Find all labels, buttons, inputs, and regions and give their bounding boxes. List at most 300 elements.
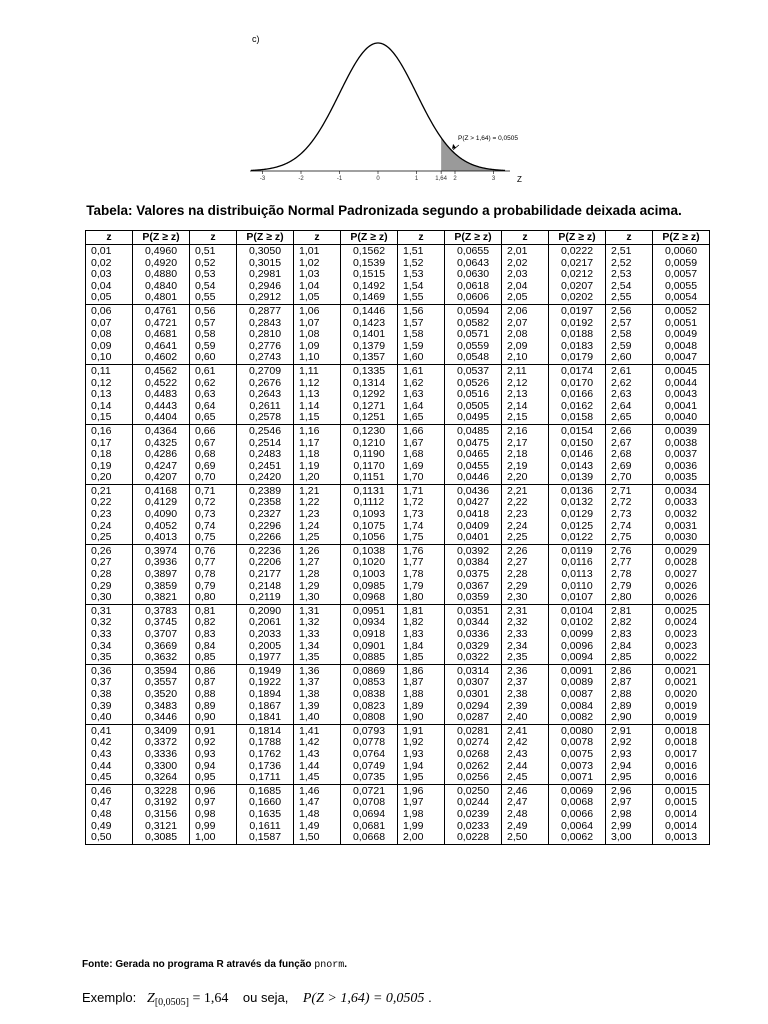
cell-z: 1,85 xyxy=(398,652,445,664)
cell-z: 1,04 xyxy=(294,281,341,293)
cell-z: 0,58 xyxy=(190,329,237,341)
cell-p: 0,0233 xyxy=(445,821,502,833)
cell-p: 0,0367 xyxy=(445,581,502,593)
cell-z: 1,38 xyxy=(294,689,341,701)
cell-z: 1,78 xyxy=(398,569,445,581)
cell-p: 0,0052 xyxy=(653,304,710,317)
cell-z: 1,18 xyxy=(294,449,341,461)
cell-p: 0,2810 xyxy=(237,329,294,341)
cell-z: 2,96 xyxy=(606,784,653,797)
cell-p: 0,0154 xyxy=(549,424,606,437)
cell-z: 2,08 xyxy=(502,329,549,341)
cell-p: 0,0170 xyxy=(549,378,606,390)
table-row xyxy=(86,532,710,544)
cell-z: 2,29 xyxy=(502,581,549,593)
column-header-p: P(Z ≥ z) xyxy=(549,231,606,245)
column-header-z: z xyxy=(398,231,445,245)
shaded-tail-area xyxy=(441,138,505,171)
cell-z: 2,93 xyxy=(606,749,653,761)
cell-p: 0,0244 xyxy=(445,797,502,809)
cell-p: 0,0618 xyxy=(445,281,502,293)
cell-p: 0,0668 xyxy=(341,832,398,844)
cell-z: 0,56 xyxy=(190,304,237,317)
table-row xyxy=(86,832,710,844)
cell-p: 0,2676 xyxy=(237,378,294,390)
cell-p: 0,0735 xyxy=(341,772,398,784)
cell-z: 2,21 xyxy=(502,484,549,497)
cell-p: 0,3228 xyxy=(133,784,190,797)
cell-z: 2,26 xyxy=(502,544,549,557)
cell-p: 0,4602 xyxy=(133,352,190,364)
column-header-p: P(Z ≥ z) xyxy=(133,231,190,245)
cell-p: 0,0268 xyxy=(445,749,502,761)
cell-z: 2,23 xyxy=(502,509,549,521)
cell-z: 2,10 xyxy=(502,352,549,364)
cell-z: 0,85 xyxy=(190,652,237,664)
cell-z: 0,04 xyxy=(86,281,133,293)
cell-p: 0,1335 xyxy=(341,364,398,377)
cell-z: 2,76 xyxy=(606,544,653,557)
cell-z: 1,58 xyxy=(398,329,445,341)
cell-z: 2,94 xyxy=(606,761,653,773)
cell-p: 0,0024 xyxy=(653,617,710,629)
cell-z: 1,80 xyxy=(398,592,445,604)
cell-p: 0,0082 xyxy=(549,712,606,724)
table-row xyxy=(86,304,710,317)
cell-p: 0,0808 xyxy=(341,712,398,724)
cell-p: 0,0281 xyxy=(445,724,502,737)
cell-p: 0,0351 xyxy=(445,604,502,617)
cell-p: 0,4443 xyxy=(133,401,190,413)
cell-p: 0,3156 xyxy=(133,809,190,821)
cell-p: 0,0901 xyxy=(341,641,398,653)
cell-p: 0,4681 xyxy=(133,329,190,341)
cell-p: 0,3409 xyxy=(133,724,190,737)
cell-z: 0,32 xyxy=(86,617,133,629)
cell-p: 0,2296 xyxy=(237,521,294,533)
cell-p: 0,2358 xyxy=(237,497,294,509)
cell-z: 1,41 xyxy=(294,724,341,737)
cell-z: 2,57 xyxy=(606,318,653,330)
cell-z: 2,15 xyxy=(502,412,549,424)
cell-z: 1,83 xyxy=(398,629,445,641)
cell-p: 0,0409 xyxy=(445,521,502,533)
cell-p: 0,0062 xyxy=(549,832,606,844)
cell-p: 0,0179 xyxy=(549,352,606,364)
cell-z: 2,49 xyxy=(502,821,549,833)
cell-p: 0,2090 xyxy=(237,604,294,617)
cell-z: 0,99 xyxy=(190,821,237,833)
cell-z: 0,76 xyxy=(190,544,237,557)
cell-p: 0,0132 xyxy=(549,497,606,509)
cell-z: 1,88 xyxy=(398,689,445,701)
cell-z: 1,26 xyxy=(294,544,341,557)
cell-z: 1,98 xyxy=(398,809,445,821)
cell-p: 0,1190 xyxy=(341,449,398,461)
table-row xyxy=(86,412,710,424)
cell-p: 0,0060 xyxy=(653,245,710,258)
cell-z: 1,67 xyxy=(398,438,445,450)
example-middle: ou seja, xyxy=(242,990,289,1005)
cell-p: 0,3192 xyxy=(133,797,190,809)
cell-p: 0,2709 xyxy=(237,364,294,377)
cell-z: 1,19 xyxy=(294,461,341,473)
cell-z: 2,82 xyxy=(606,617,653,629)
cell-p: 0,0869 xyxy=(341,664,398,677)
cell-p: 0,0018 xyxy=(653,724,710,737)
cell-p: 0,0091 xyxy=(549,664,606,677)
cell-z: 1,36 xyxy=(294,664,341,677)
cell-p: 0,0073 xyxy=(549,761,606,773)
cell-z: 1,25 xyxy=(294,532,341,544)
column-header-z: z xyxy=(190,231,237,245)
cell-z: 2,12 xyxy=(502,378,549,390)
cell-z: 0,52 xyxy=(190,258,237,270)
cell-p: 0,0102 xyxy=(549,617,606,629)
cell-z: 0,46 xyxy=(86,784,133,797)
cell-p: 0,4090 xyxy=(133,509,190,521)
cell-z: 2,28 xyxy=(502,569,549,581)
cell-z: 0,69 xyxy=(190,461,237,473)
cell-z: 2,72 xyxy=(606,497,653,509)
cell-z: 1,22 xyxy=(294,497,341,509)
cell-p: 0,1949 xyxy=(237,664,294,677)
cell-z: 0,68 xyxy=(190,449,237,461)
cell-p: 0,1446 xyxy=(341,304,398,317)
cell-z: 0,39 xyxy=(86,701,133,713)
cell-p: 0,0038 xyxy=(653,438,710,450)
cell-z: 0,08 xyxy=(86,329,133,341)
cell-p: 0,0136 xyxy=(549,484,606,497)
cell-p: 0,0217 xyxy=(549,258,606,270)
cell-z: 0,19 xyxy=(86,461,133,473)
cell-p: 0,3745 xyxy=(133,617,190,629)
cell-p: 0,0016 xyxy=(653,772,710,784)
cell-p: 0,2420 xyxy=(237,472,294,484)
cell-z: 1,44 xyxy=(294,761,341,773)
cell-p: 0,1922 xyxy=(237,677,294,689)
cell-z: 0,26 xyxy=(86,544,133,557)
cell-z: 0,62 xyxy=(190,378,237,390)
cell-p: 0,0035 xyxy=(653,472,710,484)
cell-p: 0,0250 xyxy=(445,784,502,797)
cell-z: 2,68 xyxy=(606,449,653,461)
cell-p: 0,2776 xyxy=(237,341,294,353)
cell-p: 0,3015 xyxy=(237,258,294,270)
cell-z: 0,02 xyxy=(86,258,133,270)
cell-p: 0,2946 xyxy=(237,281,294,293)
cell-p: 0,0287 xyxy=(445,712,502,724)
column-header-p: P(Z ≥ z) xyxy=(445,231,502,245)
cell-p: 0,4960 xyxy=(133,245,190,258)
cell-p: 0,0455 xyxy=(445,461,502,473)
cell-p: 0,0096 xyxy=(549,641,606,653)
cell-p: 0,0054 xyxy=(653,292,710,304)
x-tick-label: -3 xyxy=(259,176,266,182)
cell-z: 1,73 xyxy=(398,509,445,521)
cell-p: 0,1685 xyxy=(237,784,294,797)
cell-p: 0,0643 xyxy=(445,258,502,270)
cell-p: 0,0119 xyxy=(549,544,606,557)
cell-p: 0,3050 xyxy=(237,245,294,258)
normal-curve-figure xyxy=(245,28,535,188)
cell-p: 0,0014 xyxy=(653,809,710,821)
cell-p: 0,1292 xyxy=(341,389,398,401)
cell-z: 2,70 xyxy=(606,472,653,484)
cell-p: 0,0594 xyxy=(445,304,502,317)
cell-z: 0,09 xyxy=(86,341,133,353)
cell-p: 0,0044 xyxy=(653,378,710,390)
cell-z: 0,11 xyxy=(86,364,133,377)
cell-p: 0,1841 xyxy=(237,712,294,724)
cell-z: 0,54 xyxy=(190,281,237,293)
cell-p: 0,0019 xyxy=(653,701,710,713)
cell-z: 0,86 xyxy=(190,664,237,677)
cell-z: 0,31 xyxy=(86,604,133,617)
cell-p: 0,2843 xyxy=(237,318,294,330)
cell-z: 0,55 xyxy=(190,292,237,304)
cell-p: 0,0885 xyxy=(341,652,398,664)
cell-z: 0,34 xyxy=(86,641,133,653)
cell-p: 0,0336 xyxy=(445,629,502,641)
cell-p: 0,4641 xyxy=(133,341,190,353)
cell-z: 1,15 xyxy=(294,412,341,424)
cell-p: 0,0043 xyxy=(653,389,710,401)
cell-z: 1,56 xyxy=(398,304,445,317)
cell-p: 0,1379 xyxy=(341,341,398,353)
cell-z: 2,61 xyxy=(606,364,653,377)
cell-p: 0,1539 xyxy=(341,258,398,270)
cell-p: 0,0778 xyxy=(341,737,398,749)
cell-z: 1,90 xyxy=(398,712,445,724)
cell-p: 0,0166 xyxy=(549,389,606,401)
cell-z: 2,07 xyxy=(502,318,549,330)
cell-p: 0,0116 xyxy=(549,557,606,569)
cell-p: 0,0078 xyxy=(549,737,606,749)
cell-z: 2,89 xyxy=(606,701,653,713)
cell-z: 2,92 xyxy=(606,737,653,749)
cell-z: 0,93 xyxy=(190,749,237,761)
cell-p: 0,0228 xyxy=(445,832,502,844)
table-row xyxy=(86,592,710,604)
cell-z: 2,37 xyxy=(502,677,549,689)
cell-p: 0,0029 xyxy=(653,544,710,557)
cell-z: 2,40 xyxy=(502,712,549,724)
table-row xyxy=(86,689,710,701)
cell-p: 0,4562 xyxy=(133,364,190,377)
cell-p: 0,4247 xyxy=(133,461,190,473)
x-tick-label: 2 xyxy=(453,176,457,182)
cell-z: 2,33 xyxy=(502,629,549,641)
cell-p: 0,3632 xyxy=(133,652,190,664)
cell-z: 1,79 xyxy=(398,581,445,593)
cell-p: 0,1020 xyxy=(341,557,398,569)
cell-p: 0,2266 xyxy=(237,532,294,544)
table-row xyxy=(86,629,710,641)
cell-z: 0,27 xyxy=(86,557,133,569)
cell-p: 0,0655 xyxy=(445,245,502,258)
cell-z: 1,30 xyxy=(294,592,341,604)
cell-p: 0,0188 xyxy=(549,329,606,341)
cell-p: 0,0113 xyxy=(549,569,606,581)
cell-z: 1,07 xyxy=(294,318,341,330)
cell-p: 0,0031 xyxy=(653,521,710,533)
cell-z: 0,47 xyxy=(86,797,133,809)
cell-p: 0,3300 xyxy=(133,761,190,773)
cell-p: 0,1093 xyxy=(341,509,398,521)
cell-z: 0,40 xyxy=(86,712,133,724)
table-row xyxy=(86,449,710,461)
cell-z: 0,41 xyxy=(86,724,133,737)
cell-z: 2,34 xyxy=(502,641,549,653)
cell-z: 0,18 xyxy=(86,449,133,461)
cell-z: 0,78 xyxy=(190,569,237,581)
cell-p: 0,4325 xyxy=(133,438,190,450)
cell-p: 0,0021 xyxy=(653,677,710,689)
cell-p: 0,1660 xyxy=(237,797,294,809)
cell-p: 0,1762 xyxy=(237,749,294,761)
cell-z: 0,20 xyxy=(86,472,133,484)
table-row xyxy=(86,749,710,761)
cell-z: 0,33 xyxy=(86,629,133,641)
cell-p: 0,0968 xyxy=(341,592,398,604)
cell-z: 0,50 xyxy=(86,832,133,844)
x-tick-label: 1 xyxy=(414,176,419,182)
cell-p: 0,0022 xyxy=(653,652,710,664)
example-prefix: Exemplo: xyxy=(82,990,137,1005)
x-tick-label: 1,64 xyxy=(435,176,447,182)
cell-z: 0,90 xyxy=(190,712,237,724)
cell-p: 0,4286 xyxy=(133,449,190,461)
cell-p: 0,3897 xyxy=(133,569,190,581)
cell-p: 0,0606 xyxy=(445,292,502,304)
cell-z: 2,48 xyxy=(502,809,549,821)
cell-z: 0,43 xyxy=(86,749,133,761)
cell-p: 0,0089 xyxy=(549,677,606,689)
cell-z: 0,29 xyxy=(86,581,133,593)
cell-z: 0,05 xyxy=(86,292,133,304)
cell-z: 2,97 xyxy=(606,797,653,809)
cell-p: 0,1151 xyxy=(341,472,398,484)
cell-z: 2,88 xyxy=(606,689,653,701)
cell-p: 0,0823 xyxy=(341,701,398,713)
cell-p: 0,0344 xyxy=(445,617,502,629)
formula-z-subscript: [0,0505] xyxy=(154,997,190,1008)
cell-p: 0,2877 xyxy=(237,304,294,317)
cell-p: 0,0301 xyxy=(445,689,502,701)
cell-p: 0,0028 xyxy=(653,557,710,569)
cell-p: 0,4483 xyxy=(133,389,190,401)
cell-p: 0,1112 xyxy=(341,497,398,509)
cell-z: 1,53 xyxy=(398,269,445,281)
cell-p: 0,0708 xyxy=(341,797,398,809)
cell-z: 1,29 xyxy=(294,581,341,593)
cell-z: 0,03 xyxy=(86,269,133,281)
cell-z: 0,48 xyxy=(86,809,133,821)
cell-p: 0,0129 xyxy=(549,509,606,521)
cell-p: 0,0033 xyxy=(653,497,710,509)
cell-p: 0,2611 xyxy=(237,401,294,413)
table-row xyxy=(86,652,710,664)
cell-z: 1,54 xyxy=(398,281,445,293)
cell-p: 0,0418 xyxy=(445,509,502,521)
cell-p: 0,0197 xyxy=(549,304,606,317)
cell-p: 0,2148 xyxy=(237,581,294,593)
cell-p: 0,2483 xyxy=(237,449,294,461)
cell-p: 0,2033 xyxy=(237,629,294,641)
cell-z: 1,12 xyxy=(294,378,341,390)
cell-z: 0,01 xyxy=(86,245,133,258)
cell-p: 0,0516 xyxy=(445,389,502,401)
cell-z: 2,38 xyxy=(502,689,549,701)
cell-z: 1,70 xyxy=(398,472,445,484)
cell-z: 2,00 xyxy=(398,832,445,844)
cell-p: 0,0125 xyxy=(549,521,606,533)
cell-p: 0,0150 xyxy=(549,438,606,450)
cell-p: 0,0495 xyxy=(445,412,502,424)
cell-z: 2,51 xyxy=(606,245,653,258)
cell-p: 0,0314 xyxy=(445,664,502,677)
cell-p: 0,0146 xyxy=(549,449,606,461)
cell-z: 1,72 xyxy=(398,497,445,509)
cell-z: 2,05 xyxy=(502,292,549,304)
cell-p: 0,4404 xyxy=(133,412,190,424)
cell-z: 3,00 xyxy=(606,832,653,844)
cell-z: 2,17 xyxy=(502,438,549,450)
cell-p: 0,0069 xyxy=(549,784,606,797)
cell-z: 2,30 xyxy=(502,592,549,604)
table-row xyxy=(86,509,710,521)
cell-z: 2,54 xyxy=(606,281,653,293)
cell-p: 0,1056 xyxy=(341,532,398,544)
cell-p: 0,0222 xyxy=(549,245,606,258)
formula-z-value: = 1,64 xyxy=(189,991,229,1006)
cell-p: 0,1635 xyxy=(237,809,294,821)
cell-p: 0,0465 xyxy=(445,449,502,461)
cell-z: 2,81 xyxy=(606,604,653,617)
cell-z: 1,24 xyxy=(294,521,341,533)
normal-curve xyxy=(251,43,505,170)
cell-z: 1,01 xyxy=(294,245,341,258)
cell-p: 0,3669 xyxy=(133,641,190,653)
cell-z: 2,27 xyxy=(502,557,549,569)
cell-z: 1,63 xyxy=(398,389,445,401)
cell-z: 2,73 xyxy=(606,509,653,521)
cell-z: 0,13 xyxy=(86,389,133,401)
cell-z: 1,51 xyxy=(398,245,445,258)
cell-z: 1,52 xyxy=(398,258,445,270)
cell-p: 0,0162 xyxy=(549,401,606,413)
cell-z: 0,21 xyxy=(86,484,133,497)
cell-z: 1,86 xyxy=(398,664,445,677)
cell-p: 0,0066 xyxy=(549,809,606,821)
cell-p: 0,0294 xyxy=(445,701,502,713)
cell-p: 0,1210 xyxy=(341,438,398,450)
cell-z: 1,74 xyxy=(398,521,445,533)
cell-p: 0,0027 xyxy=(653,569,710,581)
cell-p: 0,1131 xyxy=(341,484,398,497)
cell-z: 1,91 xyxy=(398,724,445,737)
cell-p: 0,3821 xyxy=(133,592,190,604)
cell-z: 0,65 xyxy=(190,412,237,424)
cell-z: 1,34 xyxy=(294,641,341,653)
cell-z: 2,31 xyxy=(502,604,549,617)
cell-z: 1,33 xyxy=(294,629,341,641)
cell-z: 2,42 xyxy=(502,737,549,749)
cell-z: 2,52 xyxy=(606,258,653,270)
cell-z: 0,89 xyxy=(190,701,237,713)
cell-p: 0,0174 xyxy=(549,364,606,377)
